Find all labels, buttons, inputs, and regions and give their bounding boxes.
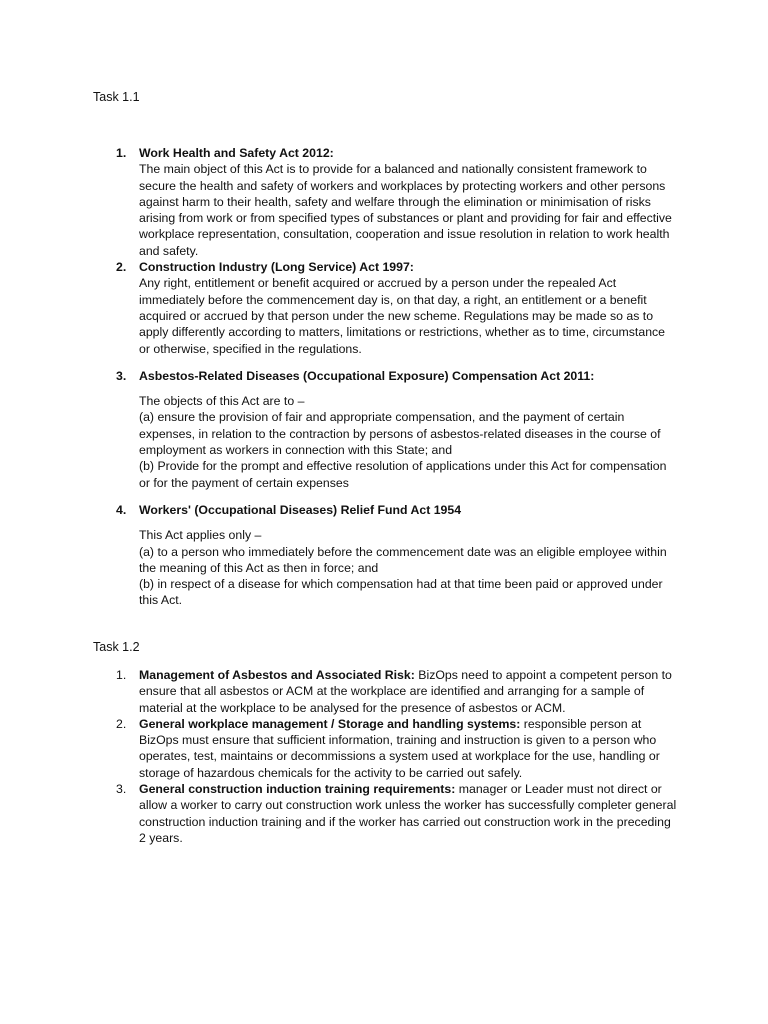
list-item [116, 145, 679, 259]
item-number: 4. [116, 502, 127, 517]
list-item [116, 716, 679, 781]
act-point-a: (a) to a person who immediately before the commencement date was an eligible employee within the meaning of this Act as then in force; and [139, 544, 667, 575]
requirement-description: manager or Leader must not direct or allow a worker to carry out construction work unless the worker has successfully completer general construction induction training and if the worker has carried out construction work in the preceding 2 years. [139, 782, 677, 845]
item-number: 1. [116, 146, 127, 160]
act-description: The main object of this Act is to provide for a balanced and nationally consistent framework to secure the health and safety of workers and workplaces by protecting workers and other persons against harm to their health, safety and welfare through the elimination or minimisation of risks arising from work or from specified types of substances or plant and providing for fair and effective workplace representation, consultation, cooperation and issue resolution in relation to work health and safety. [139, 162, 672, 258]
act-intro: The objects of this Act are to – [139, 394, 305, 409]
act-description: Any right, entitlement or benefit acquired or accrued by a person under the repealed Act immediately before the commencement day is, on that day, a right, an entitlement or a benefit acquired or accrued by that person under the new scheme. Regulations may be made so as to apply differently according to matters, limitations or restrictions, whether as to time, circumstance or otherwise, specified in the regulations. [139, 276, 666, 356]
act-title: Workers' (Occupational Diseases) Relief Fund Act 1954 [139, 502, 462, 517]
item-number: 1. [116, 668, 127, 682]
act-title: Asbestos-Related Diseases (Occupational Exposure) Compensation Act 2011: [139, 368, 595, 383]
requirement-title: Management of Asbestos and Associated Risk: [139, 668, 415, 682]
item-number: 3. [116, 368, 127, 383]
item-number: 2. [116, 716, 127, 731]
requirement-description: responsible person at BizOps must ensure that sufficient information, training and instruction is given to a person who operates, test, maintains or decommissions a system used at workplace for the use, handling or storage of hazardous chemicals for the activity to be carried out safely. [139, 716, 660, 780]
task-1-1-list [116, 145, 679, 609]
act-title: Work Health and Safety Act 2012: [139, 146, 334, 160]
act-title: Construction Industry (Long Service) Act 1997: [139, 260, 414, 275]
item-number: 3. [116, 782, 127, 797]
task-1-2-heading: Task 1.2 [93, 640, 140, 654]
task-1-2-list [116, 667, 679, 846]
list-item [116, 259, 679, 357]
act-intro: This Act applies only – [139, 528, 262, 543]
list-item [116, 502, 679, 609]
requirement-title: General workplace management / Storage and handling systems: [139, 716, 521, 731]
item-number: 2. [116, 260, 127, 275]
list-item [116, 667, 679, 716]
list-item [116, 781, 679, 846]
requirement-description: BizOps need to appoint a competent person to ensure that all asbestos or ACM at the workplace are identified and arranging for a sample of material at the workplace to be analysed for the presence of asbestos or ACM. [139, 668, 672, 715]
list-item [116, 368, 679, 491]
act-point-b: (b) in respect of a disease for which compensation had at that time been paid or approved under this Act. [139, 577, 663, 608]
act-point-a: (a) ensure the provision of fair and appropriate compensation, and the payment of certain expenses, in relation to the contraction by persons of asbestos-related diseases in the course of employment as workers in connection with this State; and [139, 410, 661, 458]
requirement-title: General construction induction training requirements: [139, 782, 456, 797]
act-point-b: (b) Provide for the prompt and effective resolution of applications under this Act for compensation or for the payment of certain expenses [139, 459, 667, 490]
task-1-1-heading: Task 1.1 [93, 90, 140, 104]
